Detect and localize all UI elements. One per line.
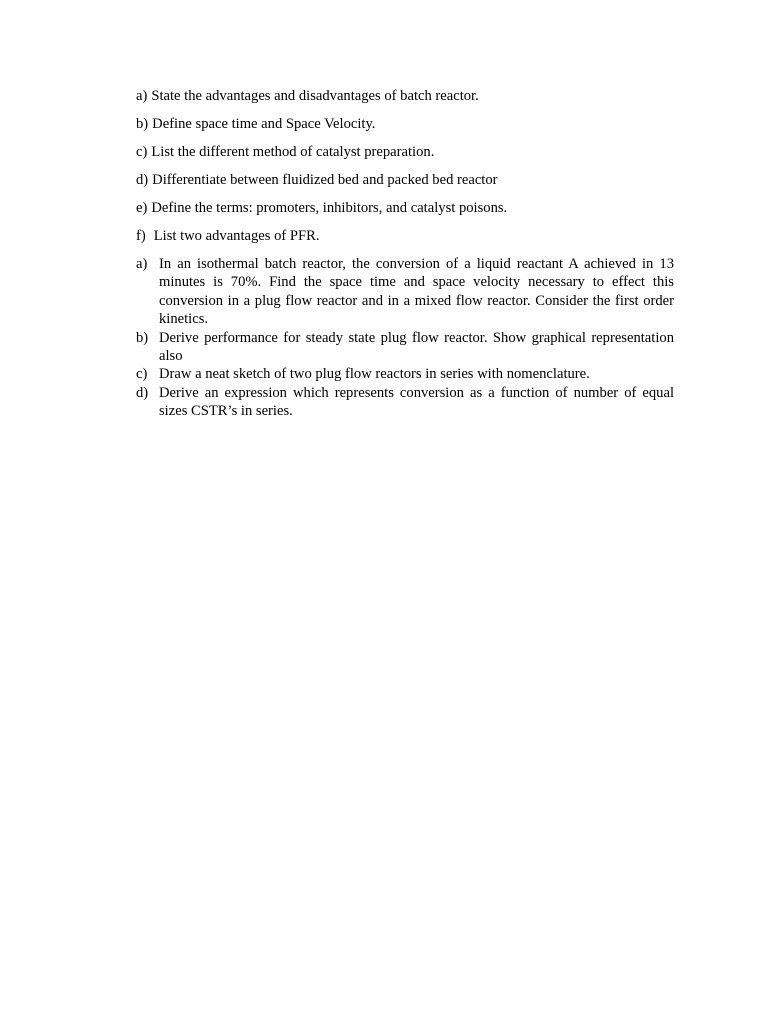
- question-label: a): [136, 88, 148, 104]
- question-label: e): [136, 200, 148, 216]
- question-text: Define space time and Space Velocity.: [152, 116, 376, 132]
- short-question-e: [136, 199, 674, 217]
- question-label: f): [136, 228, 146, 244]
- question-text: Draw a neat sketch of two plug flow reactors in series with nomenclature.: [159, 366, 590, 383]
- question-text: State the advantages and disadvantages of batch reactor.: [151, 88, 479, 104]
- question-text: In an isothermal batch reactor, the conversion of a liquid reactant A achieved in 13 minutes is 70%. Find the space time and space velocity necessary to effect this conversion in a plug flow reactor and in a mixed flow reactor. Consider the first order kinetics.: [159, 256, 674, 328]
- long-question-d: [136, 384, 674, 421]
- long-question-a: [136, 255, 674, 329]
- long-question-b: [136, 329, 674, 366]
- short-question-f: [136, 227, 674, 245]
- question-label: a): [136, 256, 148, 272]
- short-question-a: [136, 87, 674, 105]
- short-question-b: [136, 115, 674, 133]
- question-label: c): [136, 144, 148, 160]
- short-question-d: [136, 171, 674, 189]
- long-question-c: [136, 365, 674, 383]
- question-label: c): [136, 366, 148, 383]
- question-text: Derive performance for steady state plug flow reactor. Show graphical representation also: [159, 329, 674, 365]
- question-text: List the different method of catalyst preparation.: [151, 144, 435, 160]
- question-label: d): [136, 172, 149, 188]
- short-question-list: [136, 87, 674, 245]
- short-question-c: [136, 143, 674, 161]
- question-text: Derive an expression which represents conversion as a function of number of equal sizes CSTR’s in series.: [159, 384, 674, 420]
- question-label: b): [136, 329, 149, 346]
- question-label: d): [136, 384, 149, 401]
- question-text: Define the terms: promoters, inhibitors, and catalyst poisons.: [151, 200, 508, 216]
- long-question-list: [136, 255, 674, 421]
- question-label: b): [136, 116, 149, 132]
- document-page: [136, 87, 674, 421]
- question-text: Differentiate between fluidized bed and packed bed reactor: [152, 172, 498, 188]
- question-text: List two advantages of PFR.: [153, 228, 320, 244]
